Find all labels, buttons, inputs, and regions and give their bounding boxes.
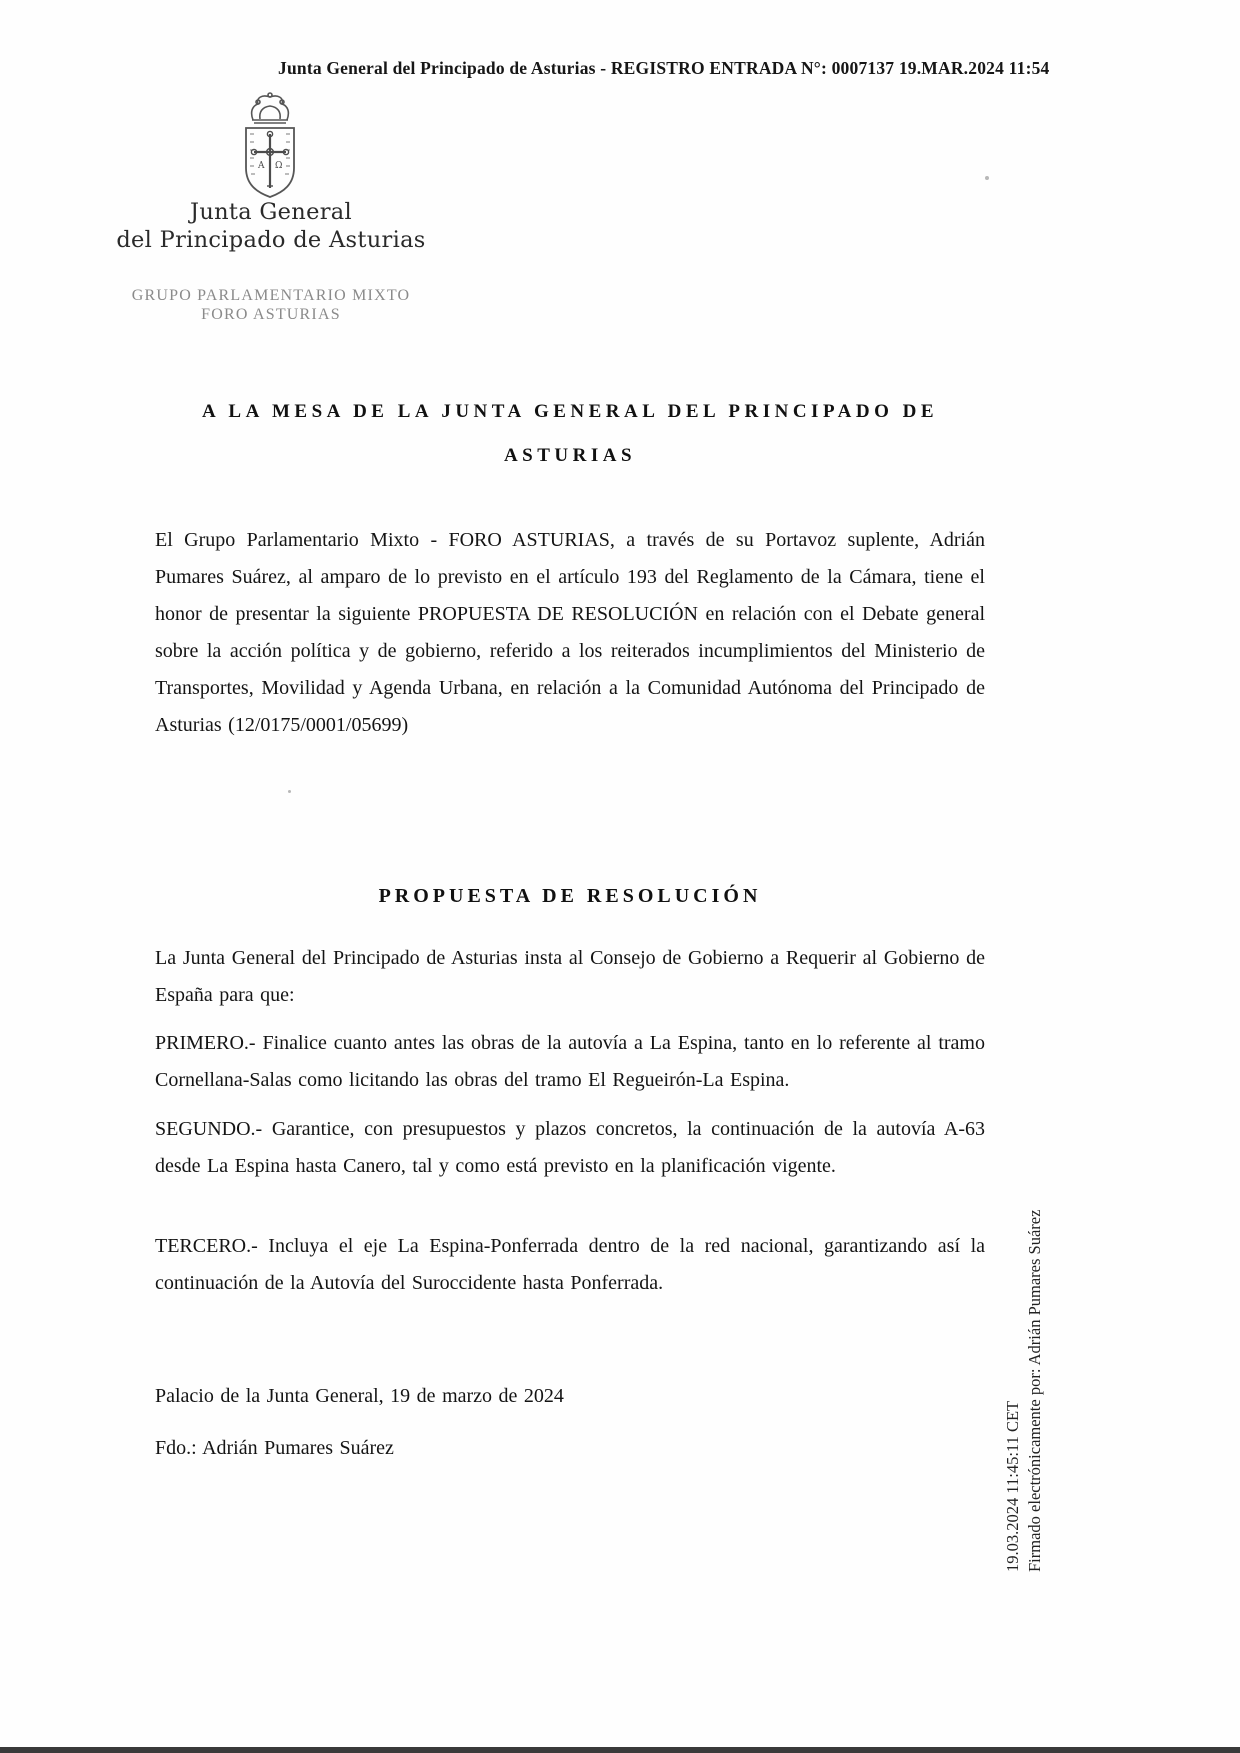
- alpha-glyph: A: [258, 161, 265, 171]
- org-name-line1: Junta General: [190, 199, 352, 225]
- scan-artifact-dot: [985, 176, 989, 180]
- intro-paragraph: El Grupo Parlamentario Mixto - FORO ASTURIAS, a través de su Portavoz suplente, Adrián Pumares Suárez, al amparo de lo previsto en el artículo 193 del Reglamento de la Cámara, tiene el honor de presentar la siguiente PROPUESTA DE RESOLUCIÓN en relación con el Debate general sobre la acción política y de gobierno, referido a los reiterados incumplimientos del Ministerio de Transportes, Movilidad y Agenda Urbana, en relación a la Comunidad Autónoma del Principado de Asturias (12/0175/0001/05699): [155, 529, 985, 736]
- electronic-signature-stamp: [1002, 1100, 1046, 1572]
- stamp-signer-line: Firmado electrónicamente por: Adrián Pumares Suárez: [1025, 1209, 1044, 1572]
- scan-artifact-dot: [288, 790, 291, 793]
- document-title-line1: A LA MESA DE LA JUNTA GENERAL DEL PRINCIPADO DE: [201, 401, 939, 422]
- resolution-point-segundo: SEGUNDO.- Garantice, con presupuestos y plazos concretos, la continuación de la autovía A-63 desde La Espina hasta Canero, tal y como está previsto en la planificación vigente.: [155, 1118, 985, 1177]
- page-bottom-scan-edge: [0, 1747, 1240, 1753]
- org-name: [110, 198, 432, 254]
- group-line2: FORO ASTURIAS: [201, 306, 341, 323]
- parliamentary-group: [110, 286, 432, 324]
- resolution-point-tercero: TERCERO.- Incluya el eje La Espina-Ponferrada dentro de la red nacional, garantizando así la continuación de la Autovía del Suroccidente hasta Ponferrada.: [155, 1235, 985, 1294]
- lead-paragraph: La Junta General del Principado de Asturias insta al Consejo de Gobierno a Requerir al Gobierno de España para que:: [155, 947, 985, 1006]
- registry-entry-stamp: Junta General del Principado de Asturias - REGISTRO ENTRADA N°: 0007137 19.MAR.2024 11:54: [278, 58, 1050, 78]
- group-line1: GRUPO PARLAMENTARIO MIXTO: [131, 287, 411, 304]
- place-date-line: Palacio de la Junta General, 19 de marzo de 2024: [155, 1385, 564, 1407]
- document-title-line2: ASTURIAS: [503, 445, 637, 466]
- document-title: [155, 390, 985, 478]
- stamp-date-line: 19.03.2024 11:45:11 CET: [1003, 1400, 1022, 1572]
- signature-line: Fdo.: Adrián Pumares Suárez: [155, 1437, 394, 1459]
- org-name-line2: del Principado de Asturias: [116, 227, 426, 253]
- asturias-coat-of-arms-icon: [230, 90, 310, 202]
- resolution-point-primero: PRIMERO.- Finalice cuanto antes las obras de la autovía a La Espina, tanto en lo referente al tramo Cornellana-Salas como licitando las obras del tramo El Regueirón-La Espina.: [155, 1032, 985, 1091]
- omega-glyph: Ω: [275, 161, 283, 171]
- section-heading: PROPUESTA DE RESOLUCIÓN: [378, 885, 762, 907]
